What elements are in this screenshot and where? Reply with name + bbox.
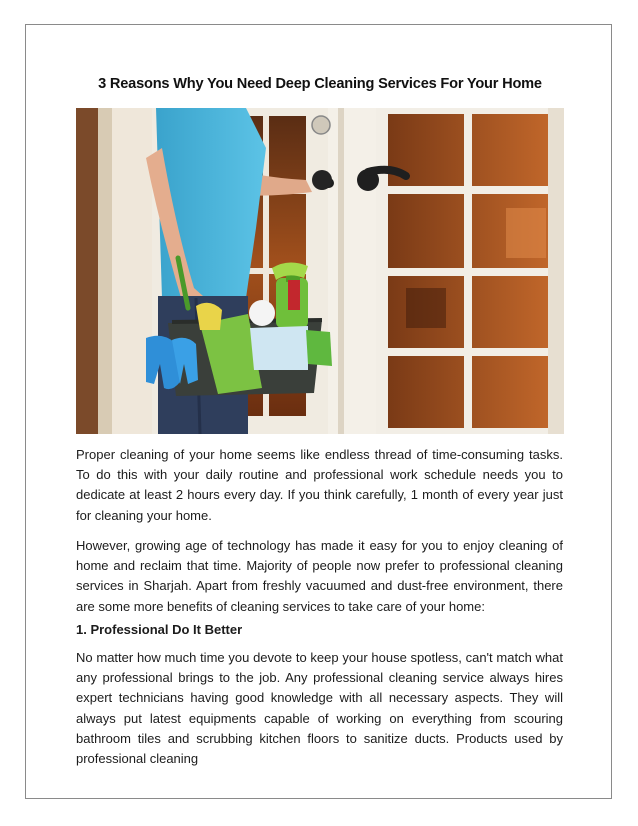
photo-person-with-cleaning-caddy-icon [76,108,564,434]
section-heading: 1. Professional Do It Better [76,622,243,637]
paragraph-intro: Proper cleaning of your home seems like endless thread of time-consuming tasks. To do this with your daily routine and professional work schedule needs you to dedicate at least 2 hours every day. If you think carefully, 1 month of every year just for cleaning your home. [76,447,563,523]
paragraph-professional: No matter how much time you devote to keep your house spotless, can't match what any professional brings to the job. Any professional cleaning service always hires expert technicians having good knowledge with all necessary aspects. They will always put latest equipments capable of working on everything from scouring bathroom tiles and scrubbing kitchen floors to sanitize ducts. Products used by professional cleaning [76,650,563,767]
header-photo [76,108,564,434]
document-title: 3 Reasons Why You Need Deep Cleaning Services For Your Home [98,76,542,92]
paragraph-technology: However, growing age of technology has made it easy for you to enjoy cleaning of home and reclaim that time. Majority of people now prefer to professional cleaning services in Sharjah. Apart from freshly vacuumed and dust-free environment, there are some more benefits of cleaning services to take care of your home: [76,538,563,614]
